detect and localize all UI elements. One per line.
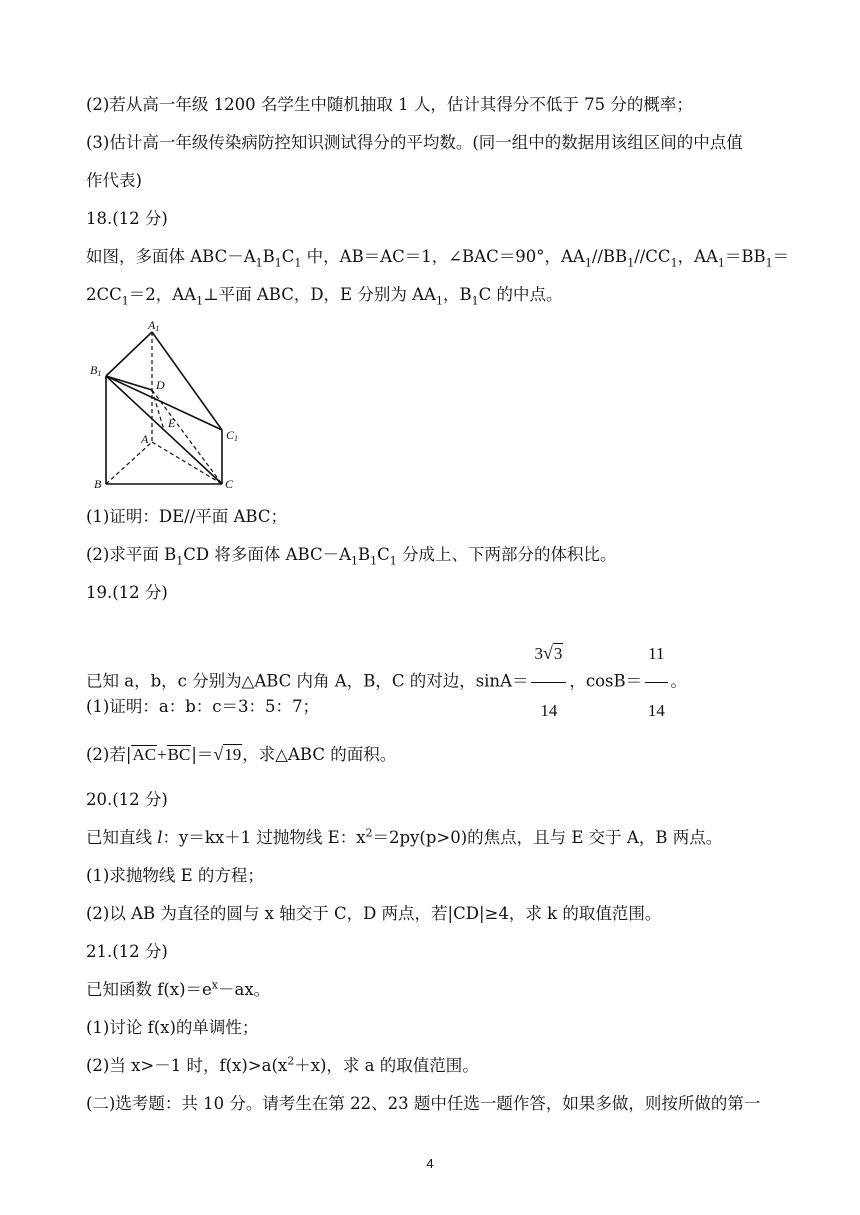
q18-heading: 18.(12 分) (86, 209, 168, 228)
q17-part2: (2)若从高一年级 1200 名学生中随机抽取 1 人，估计其得分不低于 75 分的概率； (86, 95, 693, 114)
vector-AC: AC (132, 745, 157, 764)
q18-part1: (1)证明：DE//平面 ABC； (86, 507, 287, 526)
q20-statement: 已知直线 l：y＝kx＋1 过抛物线 E：$x^2=2py(p>0)$的焦点，且与 E 交于 A，B 两点。 (86, 826, 723, 847)
label-A: A (141, 432, 149, 446)
label-A1: A1 (148, 318, 160, 333)
q18-statement-line1: 如图，多面体 $ABC-A_1B_1C_1$ 中，AB＝AC＝1，∠BAC＝90°，$AA_1//BB_1//CC_1$，$AA_1=BB_1=$ (86, 247, 790, 270)
q18-part2: (2)求平面 $B_1CD$ 将多面体 $ABC-A_1B_1C_1$ 分成上、下两部分的体积比。 (86, 545, 617, 568)
label-D: D (156, 378, 165, 392)
label-B: B (94, 477, 102, 491)
q20-heading: 20.(12 分) (86, 790, 168, 809)
q19-heading: 19.(12 分) (86, 583, 168, 602)
polyhedron-figure (86, 318, 246, 494)
q20-part1: (1)求抛物线 E 的方程； (86, 866, 264, 885)
label-C1: C1 (226, 428, 239, 443)
q21-heading: 21.(12 分) (86, 942, 168, 961)
q19-part2: (2)若|AC+BC|＝√19，求△ABC 的面积。 (86, 744, 397, 764)
q21-part2: (2)当 x>－1 时，$f(x)>a(x^2+x)$，求 a 的取值范围。 (86, 1054, 479, 1075)
q21-part1: (1)讨论 f(x)的单调性； (86, 1018, 259, 1037)
label-E: E (168, 416, 176, 430)
q18-statement-line2: $2CC_1=2$，$AA_1\perp$平面 ABC，D，E 分别为 $AA_1$，$B_1C$ 的中点。 (86, 285, 563, 308)
cosB-fraction: $\frac{11}{14}$ (645, 628, 667, 737)
q17-part3-line2: 作代表) (86, 171, 142, 190)
vector-BC: BC (167, 745, 191, 764)
label-C: C (225, 477, 234, 491)
sinA-fraction: $\frac{3√3}{14}$ (531, 627, 566, 737)
sqrt-19: √19 (213, 744, 242, 764)
page-number: 4 (426, 1156, 434, 1171)
q21-statement: 已知函数 $f(x)=e^x-ax$。 (86, 978, 271, 999)
q20-part2: (2)以 AB 为直径的圆与 x 轴交于 C，D 两点，若|CD|≥4，求 k 的取值范围。 (86, 904, 662, 923)
q19-part1: (1)证明：a：b：c＝3：5：7； (86, 697, 320, 716)
label-B1: B1 (90, 363, 102, 378)
q19-statement: 已知 a，b，c 分别为△ABC 内角 A，B，C 的对边，sinA＝ $\frac{3√3}{14}$ ，cosB＝ $\frac{11}{14}$ 。 (86, 627, 687, 679)
q17-part3-line1: (3)估计高一年级传染病防控知识测试得分的平均数。(同一组中的数据用该组区间的中点值 (86, 133, 743, 152)
optional-section-heading: (二)选考题：共 10 分。请考生在第 22、23 题中任选一题作答，如果多做，则按所做的第一 (86, 1094, 761, 1113)
